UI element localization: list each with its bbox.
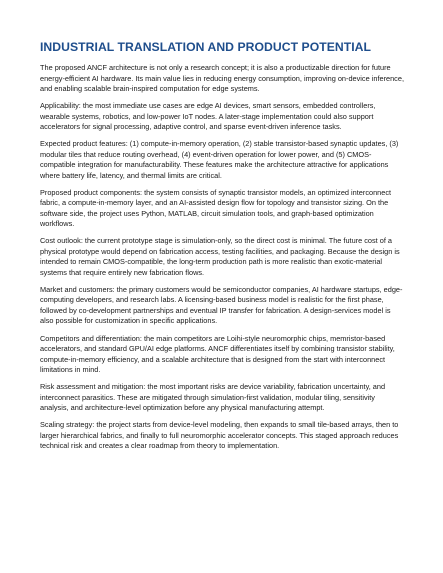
paragraph-intro: The proposed ANCF architecture is not only a research concept; it is also a productizable direction for future energy-efficient AI hardware. Its main value lies in reducing energy consumption, improving on-device inference, and enabling scalable brain-inspired computation for edge systems. xyxy=(40,63,404,93)
paragraph-scaling-strategy: Scaling strategy: the project starts from device-level modeling, then expands to small tile-based arrays, then to larger hierarchical fabrics, and finally to full neuromorphic accelerator concepts. This staged approach reduces technical risk and creates a clear roadmap from theory to implementation. xyxy=(40,420,399,451)
paragraph-product-features: Expected product features: (1) compute-in-memory operation, (2) stable transistor-based synaptic updates, (3) modular tiles that reduce routing overhead, (4) event-driven operation for lower power, and (5) CMOS-compatible integration for manufacturability. These features make the architecture attractive for applications where battery life, latency, and thermal limits are critical. xyxy=(40,139,399,180)
paragraph-market-customers: Market and customers: the primary customers would be semiconductor companies, AI hardware startups, edge-computing developers, and research labs. A licensing-based business model is realistic for the first phase, followed by co-development partnerships and eventual IP transfer for fabrication. A design-services model is also possible for customization in specific applications. xyxy=(40,284,403,326)
paragraph-risk-assessment: Risk assessment and mitigation: the most important risks are device variability, fabrication uncertainty, and interconnect parasitics. These are mitigated through simulation-first validation, modular tiling, sensitivity analysis, and architecture-level optimization before any physical manufacturing attempt. xyxy=(40,382,386,413)
paragraph-cost-outlook: Cost outlook: the current prototype stage is simulation-only, so the direct cost is minimal. The future cost of a physical prototype would depend on fabrication access, testing facilities, and packaging. Because the design is intended to remain CMOS-compatible, the long-term production path is more realistic than exotic-material systems that require entirely new fabrication flows. xyxy=(40,236,400,277)
paragraph-applicability: Applicability: the most immediate use cases are edge AI devices, smart sensors, embedded controllers, wearable systems, robotics, and low-power IoT nodes. A later-stage implementation could also support accelerators for signal processing, adaptive control, and sparse event-driven inference tasks. xyxy=(40,101,376,132)
paragraph-competitors: Competitors and differentiation: the main competitors are Loihi-style neuromorphic chips, memristor-based accelerators, and standard GPU/AI edge platforms. ANCF differentiates itself by combining transistor stability, compute-in-memory efficiency, and a scalable architecture that is designed from the start with interconnect limitations in mind. xyxy=(40,333,395,375)
section-title: INDUSTRIAL TRANSLATION AND PRODUCT POTENTIAL xyxy=(40,40,372,54)
paragraph-product-components: Proposed product components: the system consists of synaptic transistor models, an optimized interconnect fabric, a compute-in-memory layer, and an AI-assisted design flow for topology and transistor sizing. On the software side, the project uses Python, MATLAB, circuit simulation tools, and graph-based optimization workflows. xyxy=(40,187,392,229)
document-page xyxy=(40,40,405,458)
